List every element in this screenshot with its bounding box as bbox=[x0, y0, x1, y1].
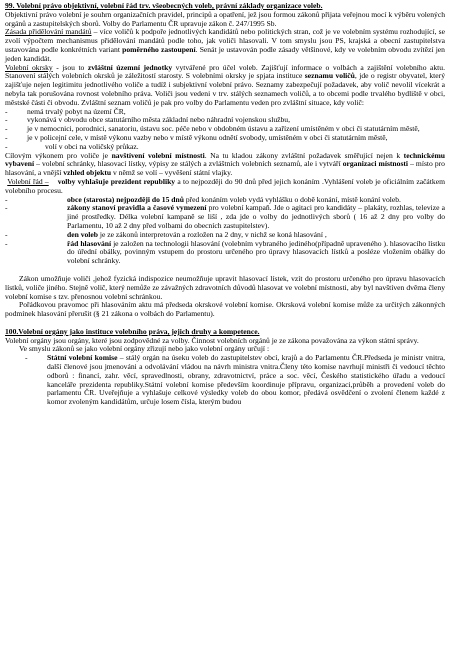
paragraph-electoral-bodies: Volební orgány jsou orgány, které jsou zodpovědné za volby. Činnost volebních orgánů je ze zákona považována za výkon státní správy. bbox=[5, 335, 419, 345]
step-bold: den voleb bbox=[67, 229, 99, 239]
districts-label: Volební okrsky bbox=[5, 62, 53, 72]
paragraph-definition: Objektivní právo volební je souhrn organizačních pravidel, principů a opatření, jež jsou formou zákonů přijata veřejnou mocí k výběru volených orgánů a zastupitelských sborů. Volby do Parlamentu ČR upravuje zákon č. 247/1995 Sb. bbox=[5, 9, 445, 28]
voter-list-bold: seznamu voličů bbox=[304, 71, 355, 81]
polling-text-3: – volební schránky, hlasovací lístky, výpisy ze stálých a zvláštních volebních seznamů, ale i vytváří bbox=[34, 159, 343, 169]
list-item: - Státní volební komise – stálý orgán na úseku voleb do zastupitelstev obcí, krajů a do Parlamentu ČR.Předseda je ministr vnitra, další členové jsou jmenováni a odvolávání vládou na návrh ministra vnitra.Členy této komise navrhují ministři či vedoucí těchto odborů : financí, zahr. věcí, spravedlnosti, obrany, zdravotnictví, práce a soc. věcí, Českého statistického úřadu a vedoucí kanceláře prezidenta republiky.Státní volební komise především koordinuje přípravu, organizaci,průběh a provedení voleb do parlamentu ČR. Uveřejňuje a vyhlašuje celkové výsledky voleb do obou komor, předává osvědčení o zvolení členem každé z komor zvoleným kandidátům, určuje losem čísla, kterým budou bbox=[25, 353, 446, 407]
polling-text-4: – místo pro hlasování, a vnější bbox=[5, 159, 445, 178]
special-list-items bbox=[5, 108, 445, 152]
polling-bold-4: vzhled objektu bbox=[63, 168, 112, 178]
districts-text: - jsou to bbox=[52, 62, 88, 72]
document-page bbox=[5, 2, 445, 407]
section-99-title: 99. Volební právo objektivní, volební řád trv. všeobecných voleb, právní základy organizace voleb. bbox=[5, 1, 323, 10]
election-order-label: Volební řád – bbox=[7, 176, 49, 186]
polling-text-5: v němž se volí – vyvěšení státní vlajky. bbox=[111, 168, 233, 178]
list-item: - obce (starosta) nejpozději do 15 dnů před konáním voleb vydá vyhlášku o době konání, místě konání voleb. bbox=[5, 194, 401, 204]
bodies-list bbox=[5, 354, 445, 407]
paragraph-order-power: Pořádkovou pravomoc při hlasováním aktu má předseda okrskové volební komise. Okrsková volební komise může za určitých zákonných podmínek hlasování přerušit (§ 21 zákona o volbách do Parlamentu). bbox=[5, 300, 445, 319]
districts-bold: zvláštní územní jednotky bbox=[87, 62, 173, 72]
polling-bold-2: technickému vybavení bbox=[5, 150, 446, 169]
step-text: je založen na technologii hlasování (volebním vybraného jedinéhо(případně upraveného ). hlasovacího lístku do úřední obálky, povinným vstupem do prostoru určeného pro úpravy hlasovacích lístků a posléze vložením obálky do volební schránky. bbox=[67, 238, 445, 266]
polling-bold-1: navštívení volební místnosti bbox=[111, 150, 205, 160]
mandates-text-2: . Senát je ustavován podle zásady většinové, kdy ve volebním obvodu zvítězí jen jeden kandidát. bbox=[5, 44, 445, 63]
state-commission-text: – stálý orgán na úseku voleb do zastupitelstev obcí, krajů a do Parlamentu ČR.Předseda je ministr vnitra, další členové jsou jmenováni a odvolávání vládou na návrh ministra vnitra.Členy této komise navrhují ministři či vedoucí těchto odborů : financí, zahr. věcí, spravedlnosti, obrany, zdravotnictví, práce a soc. věcí, Českého statistického úřadu a vedoucí kanceláře prezidenta republiky.Státní volební komise především koordinuje přípravu, organizaci,průběh a provedení voleb do parlamentu ČR. Uveřejňuje a vyhlašuje celkové výsledky voleb do obou komor, předává osvědčení o zvolení členem každé z komor zvoleným kandidátům, určuje losem čísla, kterým budou bbox=[47, 353, 446, 407]
paragraph-election-order bbox=[5, 178, 445, 196]
mandates-bold: poměrného zastoupení bbox=[119, 44, 196, 54]
paragraph-polling-room bbox=[5, 152, 445, 178]
list-item: - je v policejní cele, v místě výkonu vazby nebo v místě výkonu odnětí svobody, umístěném v obci či statutárním městě, bbox=[5, 132, 388, 142]
paragraph-bodies-intro: Ve smyslu zákonů se jako volební orgány zřizují nebo jako volební orgány určují : bbox=[19, 344, 270, 354]
state-commission-bold: Státní volební komise bbox=[47, 353, 118, 363]
list-item: - den voleb je ze zákonů interpretován a rozložen na 2 dny, v nichž se koná hlasování , bbox=[5, 229, 327, 239]
list-item: - zákony stanoví pravidla a časové vymezení pro volební kampaň. Jde o agitaci pro kandidáty – plakáty, rozhlas, televize a jiné prostředky. Délka volební kampaně se liší , zda jde o volby do jednotlivých sborů ( 16 až 2 dny pro volby do Parlamentu, 10 až 2 dny před volbami do obecních zastupitelstev). bbox=[5, 203, 445, 230]
list-item: - vykonává v obvodu obce statutárního města základní nebo náhradní vojenskou službu, bbox=[5, 115, 290, 125]
step-bold: obce (starosta) nejpozději do 15 dnů bbox=[67, 194, 184, 204]
districts-text-2: vytvářené pro účel voleb. Zajišťují informace o volbách a zajištění volebního aktu. Stanovení stálých volebních okrsků je záležitostí starosty. S volebními okrsky je spjata instituce bbox=[5, 62, 445, 81]
paragraph-mandates bbox=[5, 28, 445, 63]
polling-text-2: . Na tu kladou zákony zvláštní požadavek směřující nejen k bbox=[204, 150, 404, 160]
mandates-label: Zásada přidělování mandátů bbox=[5, 27, 92, 37]
paragraph-assistance: Zákon umožňuje voliči ,jehož fyzická indispozice neumožňuje upravit hlasovací lístek, vzít do prostoru určeného pro úpravu hlasovacích lístků, voliče jiného. Stejně volič, který nemůže ze závažných zdravotních důvodů hlasovat ve volební místnosti, aby byl navštíven dvěma členy volební komise s tzv. přenosnou volební schránkou. bbox=[5, 273, 445, 301]
polling-text-1: Cílovým výkonem pro voliče je bbox=[5, 150, 112, 160]
step-bold: řád hlasování bbox=[67, 238, 112, 248]
paragraph-districts bbox=[5, 64, 445, 108]
list-item: - řád hlasování je založen na technologii hlasování (volebním vybraného jedinéhо(případně upraveného ). hlasovacího lístku do úřední obálky, povinným vstupem do prostoru určeného pro úpravy hlasovacích lístků a posléze vložením obálky do volební schránky. bbox=[5, 238, 445, 266]
section-100-title: 100.Volební orgány jako instituce volebního práva, jejich druhy a kompetence. bbox=[5, 326, 260, 336]
list-item: - nemá trvalý pobyt na území ČR, bbox=[5, 106, 126, 116]
election-order-bold: volby vyhlašuje prezident republiky bbox=[57, 176, 176, 186]
districts-text-3: , jde o registr obyvatel, který zajišťuje nejen legitimitu jednotlivého voliče a tudíž i subjektivní volební právo. Seznamy zabezpečují požadavek, aby volič nevolil vícekrát a nebyla tak porušována rovnost volebního práva. Voliči jsou vedeni v trv. stálých seznamech voličů, a to obcemi podle trvalého bydliště v obci, městské části či obvodu. Zvláštní seznam voličů je pak pro volby do Parlamentu veden pro zvláštní situace, kdy volič: bbox=[5, 71, 445, 107]
step-text: pro volební kampaň. Jde o agitaci pro kandidáty – plakáty, rozhlas, televize a jiné prostředky. Délka volební kampaně se liší , zda jde o volby do jednotlivých sborů ( 16 až 2 dny pro volby do Parlamentu, 10 až 2 dny před volbami do obecních zastupitelstev). bbox=[67, 203, 445, 230]
election-steps bbox=[5, 196, 445, 266]
list-item: - volí v obci na voličský průkaz. bbox=[5, 141, 139, 151]
polling-bold-3: organizaci místnosti bbox=[342, 159, 409, 169]
step-text: před konáním voleb vydá vyhlášku o době konání, místě konání voleb. bbox=[183, 194, 401, 204]
step-bold: zákony stanoví pravidla a časové vymezení bbox=[67, 203, 207, 213]
election-order-text: a to nejpozději do 90 dnů před jejich konáním .Vyhlášení voleb je oficiálním začátkem volebního procesu. bbox=[5, 176, 445, 195]
mandates-text: – více voličů k podpoře jednotlivých kandidátů nebo politických stran, což je ve volebním systému rozhodující, se zvolí výpočtem mechanismus přidělování mandátů podle toho, jak voliči hlasovali. V tom smyslu jsou PS, krajská a obecní zastupitelstva ustavována podle konkrétních variant bbox=[5, 27, 445, 54]
step-text: je ze zákonů interpretován a rozložen na 2 dny, v nichž se koná hlasování , bbox=[98, 229, 327, 239]
list-item: - je v nemocnici, porodnici, sanatoriu, ústavu soc. péče nebo v obdobném ústavu a zařízení umístěném v obci či statutárním městě, bbox=[5, 124, 420, 134]
